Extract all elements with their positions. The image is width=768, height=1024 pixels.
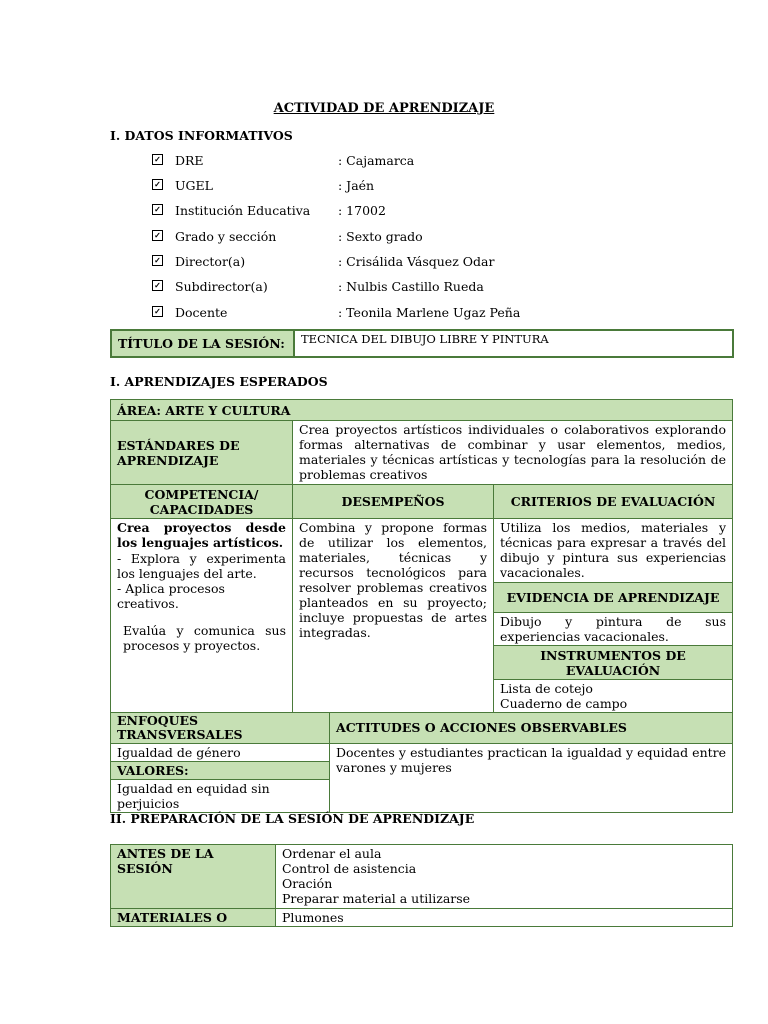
valor-cell: Igualdad en equidad sin perjuicios [111,780,330,813]
header-criterios: CRITERIOS DE EVALUACIÓN [494,485,733,519]
info-value: : Crisálida Vásquez Odar [338,254,495,269]
info-value: : 17002 [338,203,386,218]
session-title-table [110,329,734,358]
competencia-cell [111,519,293,713]
instrumento-item: Cuaderno de campo [500,696,628,711]
checkbox-icon: ✓ [152,204,163,215]
info-label: Institución Educativa [175,203,311,218]
info-value: : Jaén [338,178,375,193]
area-header: ÁREA: ARTE Y CULTURA [111,400,733,421]
section-datos-informativos: I. DATOS INFORMATIVOS [110,128,293,143]
materiales-label: MATERIALES O [111,909,276,927]
info-value: : Teonila Marlene Ugaz Peña [338,305,521,320]
materiales-value: Plumones [276,909,733,927]
header-enfoques: ENFOQUES TRANSVERSALES [111,713,330,744]
capacidad-item: Evalúa y comunica sus procesos y proyectos. [123,623,286,653]
checkbox-icon: ✓ [152,306,163,317]
header-valores: VALORES: [111,762,330,780]
preparation-table [110,844,733,927]
info-label: Grado y sección [175,229,277,244]
header-competencia: COMPETENCIA/ CAPACIDADES [111,485,293,519]
info-label: DRE [175,153,204,168]
document-title: ACTIVIDAD DE APRENDIZAJE [273,101,495,116]
antes-label: ANTES DE LA SESIÓN [111,845,276,909]
info-label: UGEL [175,178,213,193]
section-preparacion: II. PREPARACIÓN DE LA SESIÓN DE APRENDIZAJE [110,811,475,826]
checkbox-icon: ✓ [152,230,163,241]
standards-label: ESTÁNDARES DE APRENDIZAJE [111,421,293,485]
criterio-cell: Utiliza los medios, materiales y técnicas para expresar a través del dibujo y pintura sus experiencias vacacionales. [494,519,733,583]
instrumento-item: Lista de cotejo [500,681,593,696]
header-desempenos: DESEMPEÑOS [293,485,494,519]
antes-items [276,845,733,909]
info-label: Director(a) [175,254,246,269]
competencia-main: Crea proyectos desde los lenguajes artísticos. [117,520,286,550]
antes-item: Control de asistencia [282,861,417,876]
info-label: Subdirector(a) [175,279,268,294]
checkbox-icon: ✓ [152,255,163,266]
standards-text: Crea proyectos artísticos individuales o colaborativos explorando formas alternativas de combinar y usar elementos, medios, materiales y técnicas artísticas y tecnologías para la resolución de problemas creativos [293,421,733,485]
info-value: : Cajamarca [338,153,415,168]
info-value: : Sexto grado [338,229,423,244]
evidencia-cell: Dibujo y pintura de sus experiencias vacacionales. [494,613,733,646]
info-label: Docente [175,305,228,320]
desempeno-cell: Combina y propone formas de utilizar los elementos, materiales, técnicas y recursos tecnológicos para resolver problemas creativos planteados en su proyecto; incluye propuestas de artes integradas. [293,519,494,713]
session-title-label: TÍTULO DE LA SESIÓN: [111,330,294,357]
enfoque-cell: Igualdad de género [111,744,330,762]
section-aprendizajes: I. APRENDIZAJES ESPERADOS [110,374,328,389]
antes-item: Preparar material a utilizarse [282,891,471,906]
header-evidencia: EVIDENCIA DE APRENDIZAJE [494,583,733,613]
antes-item: Oración [282,876,333,891]
checkbox-icon: ✓ [152,179,163,190]
antes-item: Ordenar el aula [282,846,382,861]
session-title-value: TECNICA DEL DIBUJO LIBRE Y PINTURA [294,330,733,357]
learning-table [110,399,733,813]
header-instrumentos: INSTRUMENTOS DE EVALUACIÓN [494,646,733,680]
capacidad-item: - Aplica procesos creativos. [117,581,225,611]
checkbox-icon: ✓ [152,154,163,165]
actitud-cell: Docentes y estudiantes practican la igualdad y equidad entre varones y mujeres [330,744,733,813]
info-value: : Nulbis Castillo Rueda [338,279,484,294]
checkbox-icon: ✓ [152,280,163,291]
instrumentos-cell [494,680,733,713]
header-actitudes: ACTITUDES O ACCIONES OBSERVABLES [330,713,733,744]
capacidad-item: - Explora y experimenta los lenguajes del arte. [117,551,286,581]
